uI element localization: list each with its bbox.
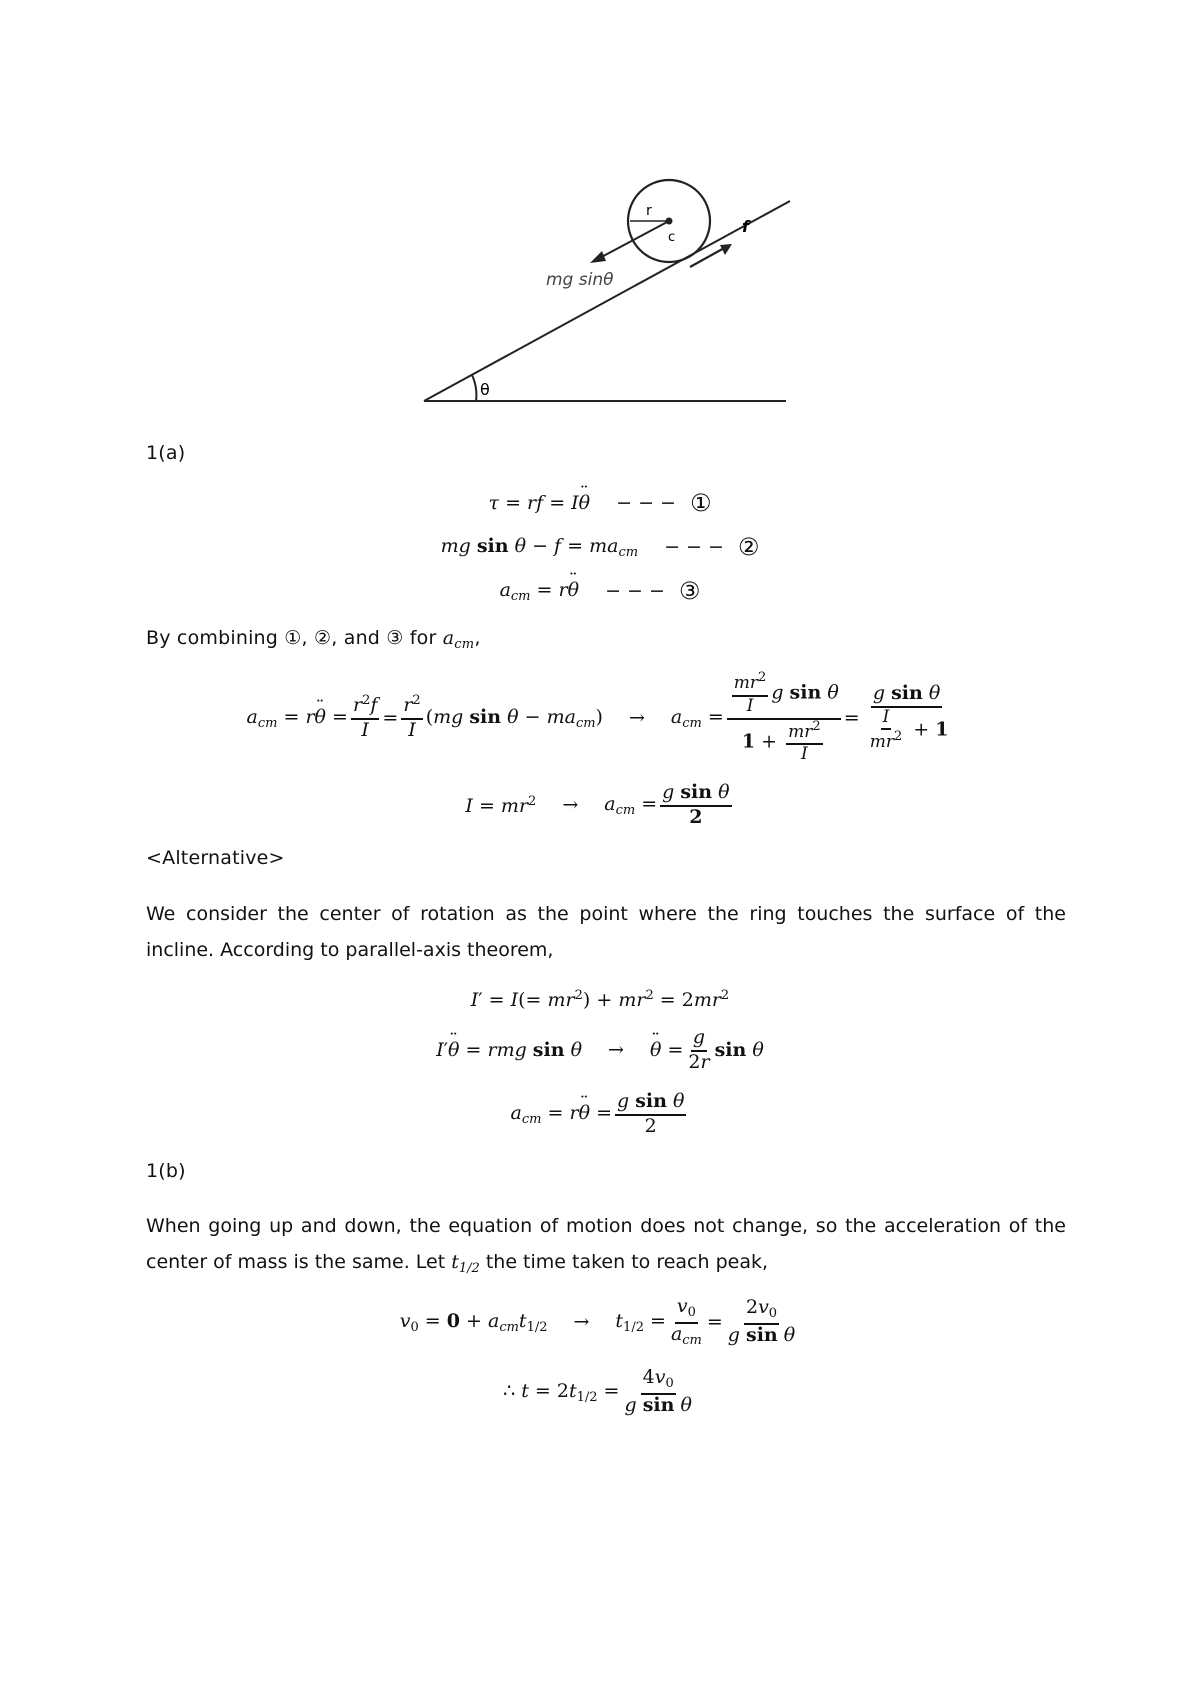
friction-label: f	[742, 217, 749, 236]
section-b-label: 1(b)	[146, 1160, 186, 1182]
eq1-number: ①	[689, 489, 712, 517]
center-label: c	[668, 230, 676, 245]
equation-1: τ = rf = I¨ θ − − − ①	[0, 488, 1200, 518]
incline-line	[424, 201, 790, 401]
combining-text: By combining ①, ②, and ③ for	[146, 627, 437, 649]
alternative-paragraph: We consider the center of rotation as the point where the ring touches the surface of the incline. According to parallel-axis theorem,	[146, 903, 1066, 961]
eq2-number: ②	[737, 533, 760, 561]
section-b-paragraph-start: When going up and down, the equation of motion does not change, so the acceleration of the center of mass is the same. Let	[146, 1215, 1066, 1273]
section-a-label: 1(a)	[146, 442, 186, 464]
friction-arrow	[690, 247, 726, 267]
parallel-axis-equation: $I' = I(= mr^2) + mr^2 = 2mr^2$	[470, 987, 730, 1011]
incline-ring-diagram	[420, 175, 800, 415]
theta-label: θ	[480, 380, 490, 399]
section-b-paragraph-end: the time taken to reach peak,	[485, 1251, 769, 1273]
total-time-equation: ∴ $t = 2t_{1/2}$ = $\frac{4v_0}{\text{g sin θ}}$	[503, 1366, 692, 1417]
equation-2: mg $\sin \theta - f = ma_{cm}$ − − − ②	[440, 533, 760, 561]
gravity-component-arrow	[594, 221, 669, 261]
alternative-result-equation: $a_{cm}$ = r¨ θ = $\frac{\text{g sin θ}}{2}$	[0, 1084, 1200, 1144]
result-equation-a: $I = mr^2$ → $a_{cm}$ = $\frac{\text{g sin θ}}{2}$	[465, 780, 730, 828]
section-b-paragraph: When going up and down, the equation of motion does not change, so the acceleration of the center of mass is the same. Let $t_{1/2}$ the time taken to reach peak,	[146, 1215, 1066, 1276]
force-label: mg sinθ	[546, 270, 614, 290]
equation-3: $a_{cm}$ = r¨ θ − − − ③	[0, 576, 1200, 606]
eq3-number: ③	[678, 577, 701, 605]
half-time-equation: $v_0 = 0 + a_{cm}t_{1/2}$ → $t_{1/2}$ = $\frac{v_0}{a_{cm}}$ = $\frac{2v_0}{\text{g sin θ}}$	[399, 1294, 796, 1348]
combined-equation: $a_{cm}$ = r¨ θ = $\frac{r^2f}{I}$ = $\frac{r^2}{I}$ (mg $\sin \theta - ma_{cm}$) → $a_{cm}$ = $\frac{mr^2}{I}$ g sin θ 1 + $\frac{mr^2}{I}$ = g sin θ $\frac{I}{mr^2}$ + 1	[0, 668, 1200, 768]
theta-arc	[472, 375, 476, 401]
gravity-arrowhead	[590, 251, 606, 263]
angular-acceleration-equation: I′¨ θ = rmg sin θ → ¨ θ = $\frac{g}{2r}$ sin θ	[0, 1022, 1200, 1078]
combining-line: By combining ①, ②, and ③ for $a_{cm}$,	[146, 627, 481, 652]
alternative-label: <Alternative>	[146, 847, 285, 869]
radius-label: r	[646, 203, 652, 219]
